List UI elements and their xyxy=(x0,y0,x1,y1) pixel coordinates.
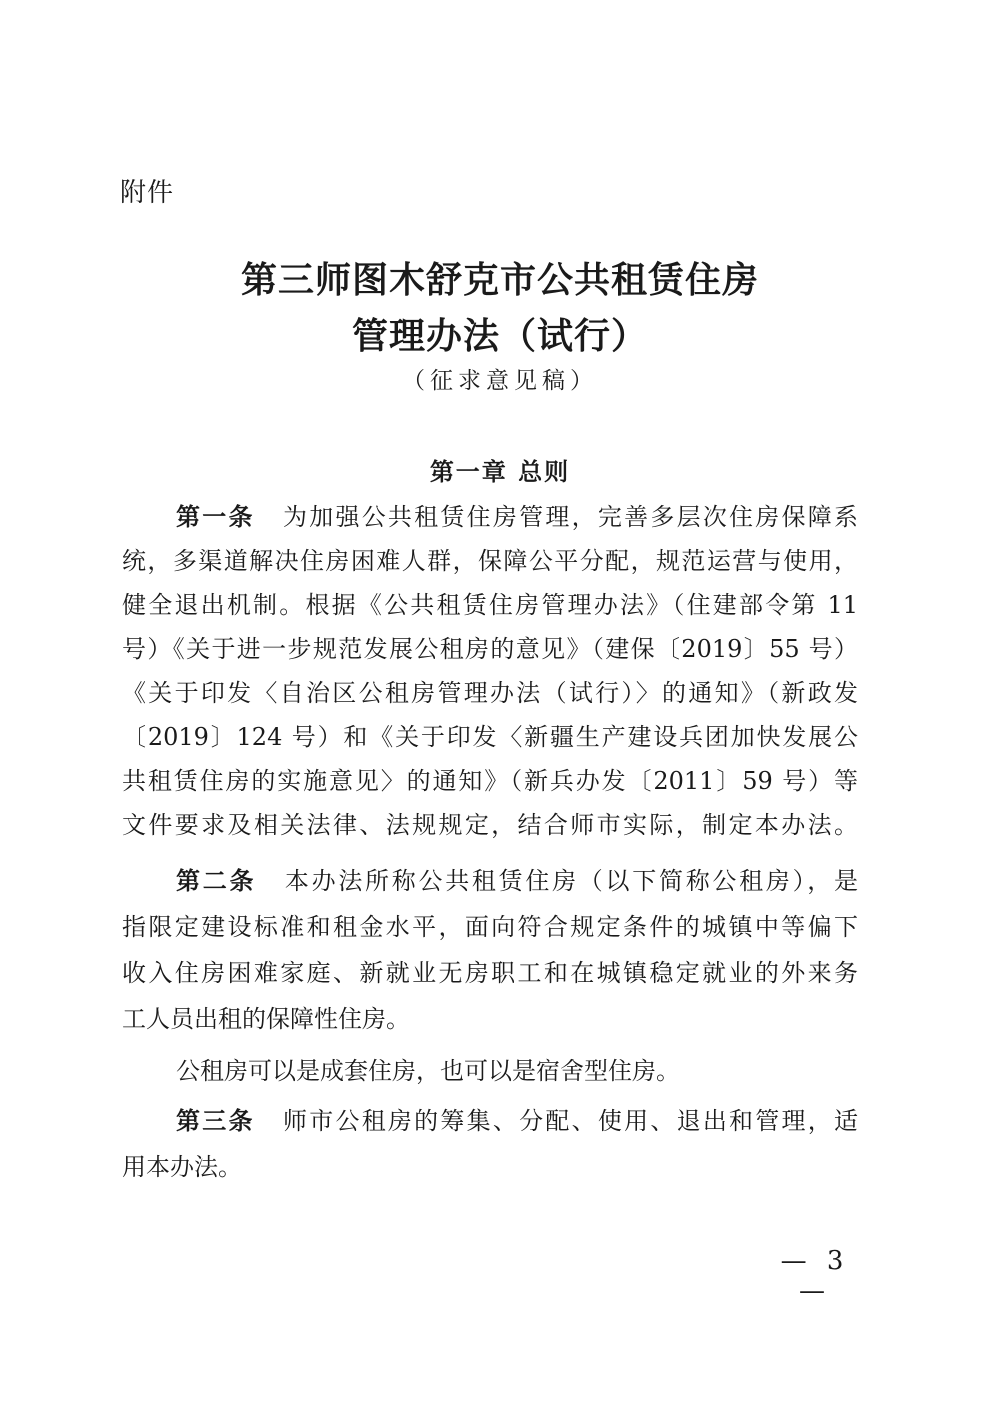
article2-paragraph: 公租房可以是成套住房，也可以是宿舍型住房。 xyxy=(176,1057,680,1085)
article1-line: 共租赁住房的实施意见〉的通知》（新兵办发〔2011〕59 号）等 xyxy=(122,767,858,795)
article3-label: 第三条 xyxy=(176,1107,255,1135)
article1-line: 为加强公共租赁住房管理，完善多层次住房保障系 xyxy=(280,503,859,531)
article1-label: 第一条 xyxy=(176,503,255,531)
article1-line: 文件要求及相关法律、法规规定，结合师市实际，制定本办法。 xyxy=(122,811,858,839)
article1-line: 健全退出机制。根据《公共租赁住房管理办法》（住建部令第 11 xyxy=(122,591,858,619)
article1-line: 〔2019〕124 号）和《关于印发〈新疆生产建设兵团加快发展公 xyxy=(122,723,858,751)
attachment-label: 附件 xyxy=(120,178,175,208)
document-subtitle: （征求意见稿） xyxy=(402,368,598,394)
article3-first-line xyxy=(176,1106,858,1136)
page-number: — 3 — xyxy=(780,1246,850,1306)
document-title-line-2: 管理办法（试行） xyxy=(351,316,648,357)
article1-first-line xyxy=(176,502,858,532)
article2-line: 指限定建设标准和租金水平，面向符合规定条件的城镇中等偏下 xyxy=(122,913,858,941)
document-title-line-1: 第三师图木舒克市公共租赁住房 xyxy=(240,260,759,301)
chapter-heading: 第一章 总则 xyxy=(429,458,571,486)
article2-line: 收入住房困难家庭、新就业无房职工和在城镇稳定就业的外来务 xyxy=(122,959,858,987)
article1-line: 《关于印发〈自治区公租房管理办法（试行）〉的通知》（新政发 xyxy=(122,679,858,707)
article1-line: 统，多渠道解决住房困难人群，保障公平分配，规范运营与使用， xyxy=(122,547,858,575)
article2-line: 工人员出租的保障性住房。 xyxy=(122,1005,410,1033)
article2-label: 第二条 xyxy=(176,867,257,895)
article3-line: 用本办法。 xyxy=(122,1153,242,1181)
article1-line: 号）《关于进一步规范发展公租房的意见》（建保〔2019〕55 号） xyxy=(122,635,858,663)
article2-first-line xyxy=(176,866,858,896)
article3-line: 师市公租房的筹集、分配、使用、退出和管理，适 xyxy=(280,1107,859,1135)
article2-line: 本办法所称公共租赁住房（以下简称公租房），是 xyxy=(282,867,859,895)
